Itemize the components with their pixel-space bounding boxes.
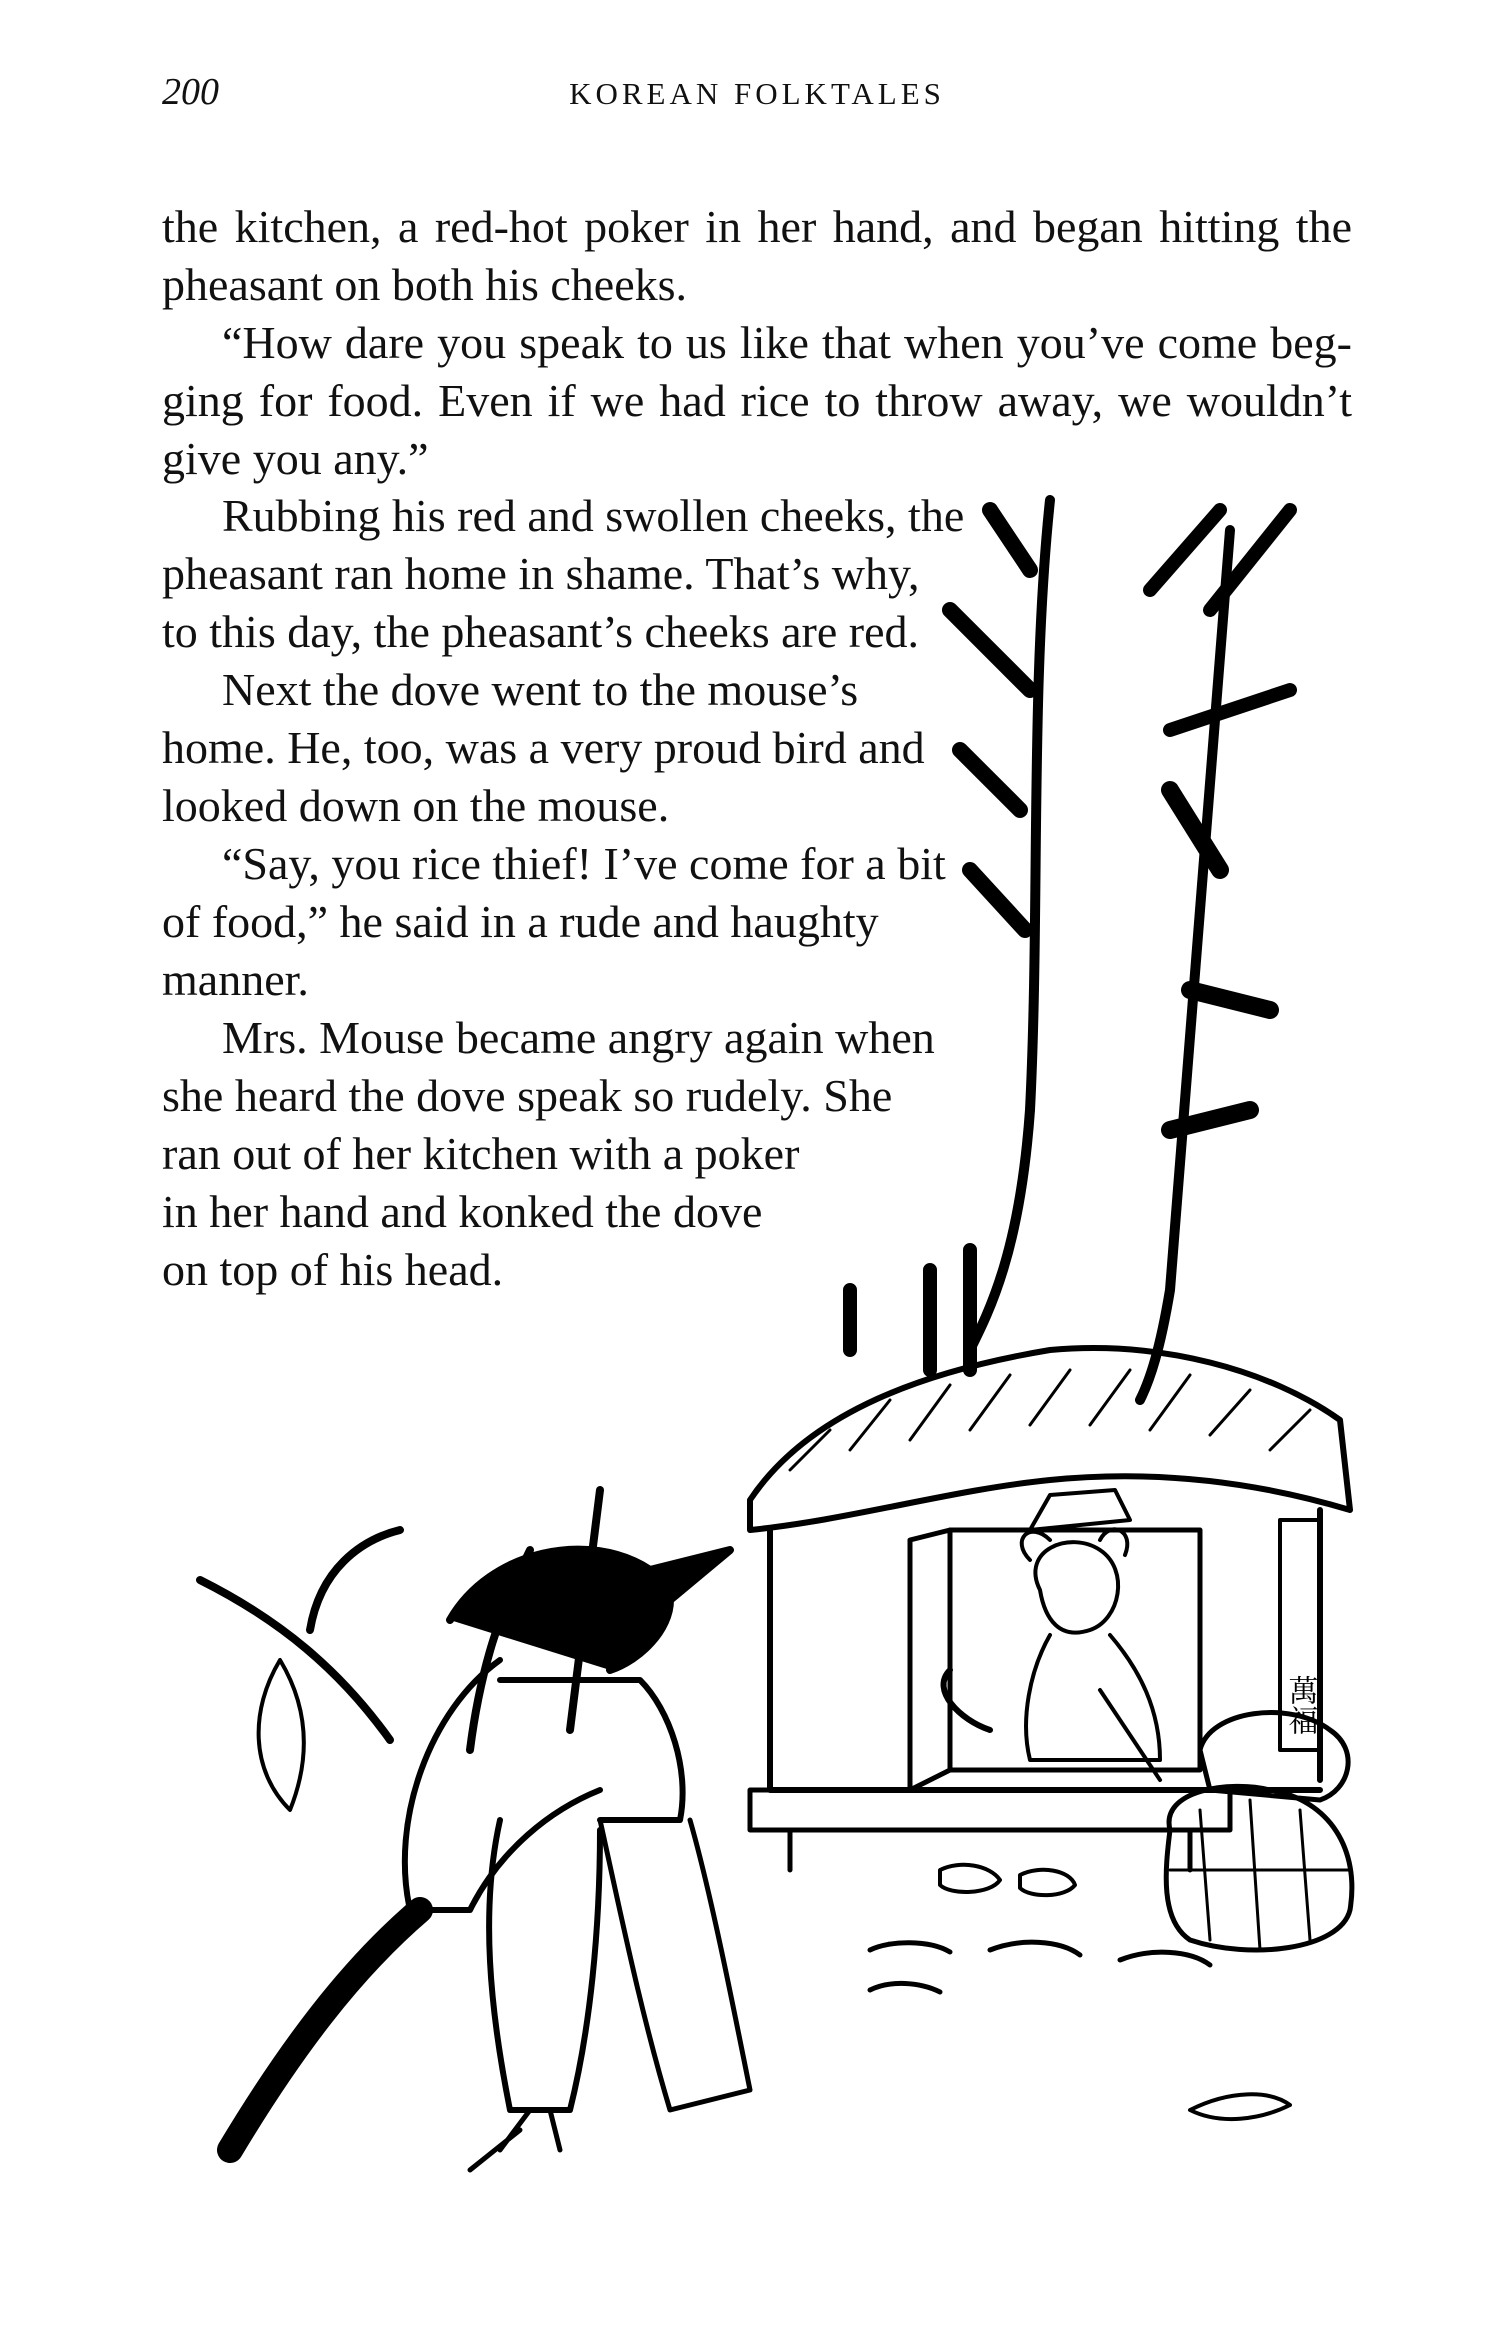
line-5: home. He, too, was a very proud bird and — [162, 722, 925, 773]
line-10: Mrs. Mouse became angry again when — [222, 1012, 935, 1063]
line-9: manner. — [162, 954, 309, 1005]
page-number: 200 — [162, 71, 219, 113]
line-2: pheasant ran home in shame. That’s why, — [162, 548, 920, 599]
line-3: to this day, the pheasant’s cheeks are red. — [162, 606, 920, 657]
line-12: ran out of her kitchen with a poker — [162, 1128, 800, 1179]
line-4: Next the dove went to the mouse’s — [222, 664, 859, 715]
sign-characters: 萬福 — [1282, 1675, 1318, 1735]
line-1: Rubbing his red and swollen cheeks, the — [222, 490, 965, 541]
body-text-full-width — [162, 198, 1352, 488]
line-8: of food,” he said in a rude and haughty — [162, 896, 879, 947]
paragraph-1: the kitchen, a red-hot poker in her hand, and began hitting the pheasant on both his cheeks. — [162, 201, 1352, 310]
line-13: in her hand and konked the dove — [162, 1186, 763, 1237]
line-7: “Say, you rice thief! I’ve come for a bit — [222, 838, 946, 889]
page-header — [162, 70, 1352, 130]
line-14: on top of his head. — [162, 1244, 504, 1295]
running-head: KOREAN FOLKTALES — [569, 76, 945, 111]
line-11: she heard the dove speak so rudely. She — [162, 1070, 893, 1121]
line-6: looked down on the mouse. — [162, 780, 670, 831]
paragraph-2: “How dare you speak to us like that when you’ve come beg-ging for food. Even if we had rice to throw away, we wouldn’t give you any.” — [162, 317, 1352, 484]
body-text-wrapped — [162, 487, 965, 1299]
